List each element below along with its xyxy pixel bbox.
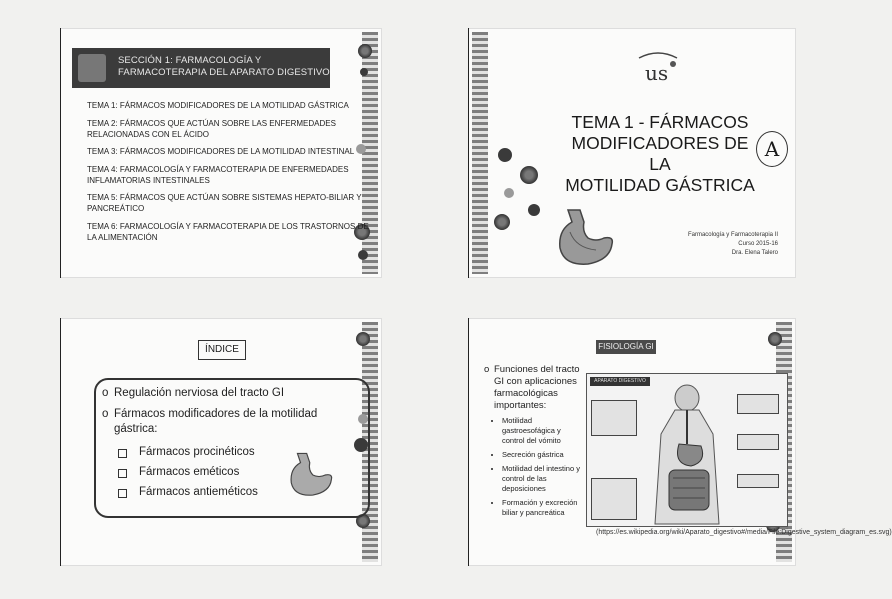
course-info <box>688 231 778 258</box>
logo-text: us <box>645 61 669 85</box>
slide-physiology <box>468 318 892 566</box>
index-item: o Fármacos modificadores de la motilidad gástrica: <box>102 408 318 435</box>
index-subitem: Fármacos eméticos <box>118 465 362 480</box>
topic-item: TEMA 4: FARMACOLOGÍA Y FARMACOTERAPIA DE ENFERMEDADES INFLAMATORIAS INTESTINALES <box>87 164 349 185</box>
diagram-label-box <box>591 478 637 520</box>
body-silhouette-icon <box>639 384 735 524</box>
lecturer-name: Dra. Elena Talero <box>731 250 778 256</box>
university-logo-icon <box>633 50 683 90</box>
topic-item: TEMA 5: FÁRMACOS QUE ACTÚAN SOBRE SISTEMAS HEPATO-BILIAR Y PANCREÁTICO <box>87 193 362 213</box>
slide-border <box>468 28 469 278</box>
slide-border <box>468 318 469 566</box>
topic-item: TEMA 2: FÁRMACOS QUE ACTÚAN SOBRE LAS ENFERMEDADES RELACIONADAS CON EL ÁCIDO <box>87 118 336 139</box>
diagram-label-box <box>737 474 779 488</box>
section-header <box>72 48 330 88</box>
index-subitem: Fármacos antieméticos <box>118 485 362 500</box>
topic-item: TEMA 3: FÁRMACOS MODIFICADORES DE LA MOTILIDAD INTESTINAL <box>87 147 355 156</box>
slide-border <box>60 318 61 566</box>
topic-item: TEMA 1: FÁRMACOS MODIFICADORES DE LA MOTILIDAD GÁSTRICA <box>87 101 349 110</box>
title-line: MOTILIDAD GÁSTRICA <box>565 175 755 195</box>
title-line: MODIFICADORES DE LA <box>571 133 749 174</box>
functions-heading: o Funciones del tracto GI con aplicaciones farmacológicas importantes: <box>484 364 580 411</box>
function-item: • Motilidad gastroesofágica y control del vómito <box>502 416 584 446</box>
diagram-label-box <box>591 400 637 436</box>
section-title: SECCIÓN 1: FARMACOLOGÍA Y FARMACOTERAPIA DEL APARATO DIGESTIVO <box>118 55 330 78</box>
stomach-icon <box>548 208 618 268</box>
diagram-label-box <box>737 434 779 450</box>
stomach-icon <box>282 446 336 504</box>
title-line: TEMA 1 - FÁRMACOS <box>571 112 749 132</box>
slide-title <box>468 28 796 278</box>
section-badge: FISIOLOGÍA GI <box>596 340 656 354</box>
course-year: Curso 2015-16 <box>738 241 778 247</box>
digestive-system-diagram <box>586 373 788 527</box>
index-heading: ÍNDICE <box>198 340 246 360</box>
decorative-strip <box>472 32 488 274</box>
image-source-caption: (https://es.wikipedia.org/wiki/Aparato_digestivo#/media/File:Digestive_system_diagram_es.svg) <box>596 529 892 536</box>
university-seal-icon <box>78 54 106 82</box>
course-name: Farmacología y Farmacoterapia II <box>687 232 778 238</box>
function-item: • Motilidad del intestino y control de las deposiciones <box>502 464 584 494</box>
slide-section-1 <box>60 28 382 278</box>
diagram-label-box <box>737 394 779 414</box>
function-item: • Formación y excreción biliar y pancreática <box>502 498 584 518</box>
index-subitem: Fármacos procinéticos <box>118 445 362 460</box>
topic-list <box>87 100 377 249</box>
slide-index <box>60 318 382 566</box>
lesson-title <box>560 112 760 196</box>
topic-item: TEMA 6: FARMACOLOGÍA Y FARMACOTERAPIA DE LOS TRASTORNOS DE LA ALIMENTACIÓN <box>87 221 369 242</box>
diagram-header: APARATO DIGESTIVO <box>590 377 650 386</box>
slide-border <box>60 28 61 278</box>
handwritten-mark: A <box>756 131 788 167</box>
functions-list <box>484 364 584 522</box>
index-item: o Regulación nerviosa del tracto GI <box>102 387 285 399</box>
function-item: • Secreción gástrica <box>502 450 584 460</box>
